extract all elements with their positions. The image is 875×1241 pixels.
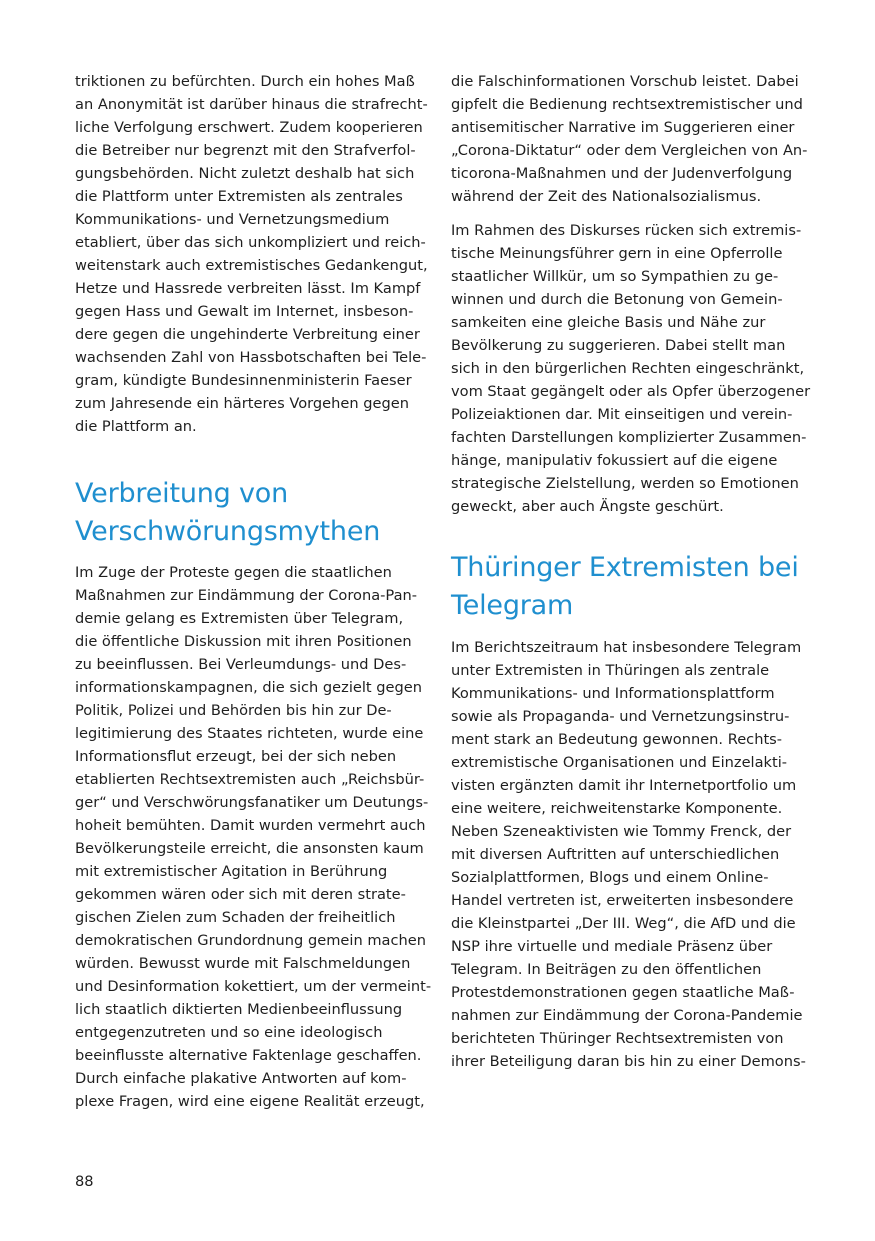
left-paragraph-1 bbox=[75, 70, 427, 438]
text-line: gram, kündigte Bundesinnenministerin Faeser bbox=[75, 372, 412, 389]
text-line: ihrer Beteiligung daran bis hin zu einer Demons- bbox=[451, 1053, 806, 1070]
text-line: etabliert, über das sich unkompliziert und reich- bbox=[75, 234, 426, 251]
text-line: „Corona-Diktatur“ oder dem Vergleichen von An- bbox=[451, 142, 808, 159]
text-line: entgegenzutreten und so eine ideologisch bbox=[75, 1024, 383, 1041]
text-line: demokratischen Grundordnung gemein machen bbox=[75, 932, 426, 949]
text-line: staatlicher Willkür, um so Sympathien zu ge- bbox=[451, 268, 779, 285]
text-line: Thüringer Extremisten bei bbox=[451, 552, 799, 583]
text-line: informationskampagnen, die sich gezielt gegen bbox=[75, 679, 423, 696]
text-line: Bevölkerung zu suggerieren. Dabei stellt man bbox=[451, 337, 786, 354]
text-line: sich in den bürgerlichen Rechten eingeschränkt, bbox=[451, 360, 805, 377]
text-line: zum Jahresende ein härteres Vorgehen gegen bbox=[75, 395, 409, 412]
text-line: nahmen zur Eindämmung der Corona-Pandemie bbox=[451, 1007, 803, 1024]
text-line: triktionen zu befürchten. Durch ein hohes Maß bbox=[75, 73, 415, 90]
text-line: Durch einfache plakative Antworten auf kom- bbox=[75, 1070, 407, 1087]
text-line: gipfelt die Bedienung rechtsextremistischer und bbox=[451, 96, 803, 113]
right-paragraph-2 bbox=[451, 219, 811, 518]
text-line: Telegram. In Beiträgen zu den öffentlichen bbox=[451, 961, 762, 978]
text-line: extremistische Organisationen und Einzelakti- bbox=[451, 754, 788, 771]
text-line: beeinflusste alternative Faktenlage geschaffen. bbox=[75, 1047, 422, 1064]
text-line: und Desinformation kokettiert, um der vermeint- bbox=[75, 978, 432, 995]
text-line: antisemitischer Narrative im Suggerieren einer bbox=[451, 119, 795, 136]
text-line: gekommen wären oder sich mit deren strate- bbox=[75, 886, 406, 903]
text-line: unter Extremisten in Thüringen als zentrale bbox=[451, 662, 770, 679]
text-line: Verschwörungsmythen bbox=[75, 516, 381, 547]
left-column bbox=[75, 70, 432, 1124]
text-line: Neben Szeneaktivisten wie Tommy Frenck, der bbox=[451, 823, 792, 840]
text-line: fachten Darstellungen komplizierter Zusammen- bbox=[451, 429, 807, 446]
text-line: weitenstark auch extremistisches Gedankengut, bbox=[75, 257, 428, 274]
text-line: mit diversen Auftritten auf unterschiedlichen bbox=[451, 846, 780, 863]
text-line: legitimierung des Staates richteten, wurde eine bbox=[75, 725, 424, 742]
text-line: mit extremistischer Agitation in Berührung bbox=[75, 863, 388, 880]
text-line: zu beeinflussen. Bei Verleumdungs- und Des- bbox=[75, 656, 407, 673]
right-paragraph-3 bbox=[451, 636, 806, 1073]
right-column bbox=[451, 70, 811, 1084]
text-line: gegen Hass und Gewalt im Internet, insbeson- bbox=[75, 303, 414, 320]
text-line: vom Staat gegängelt oder als Opfer überzogener bbox=[451, 383, 811, 400]
text-line: Informationsflut erzeugt, bei der sich neben bbox=[75, 748, 397, 765]
text-line: die Betreiber nur begrenzt mit den Strafverfol- bbox=[75, 142, 416, 159]
text-line: Kommunikations- und Vernetzungsmedium bbox=[75, 211, 390, 228]
text-line: Politik, Polizei und Behörden bis hin zur De- bbox=[75, 702, 392, 719]
text-line: visten ergänzten damit ihr Internetportfolio um bbox=[451, 777, 797, 794]
text-line: Maßnahmen zur Eindämmung der Corona-Pan- bbox=[75, 587, 418, 604]
text-line: ger“ und Verschwörungsfanatiker um Deutungs- bbox=[75, 794, 429, 811]
text-line: Im Berichtszeitraum hat insbesondere Telegram bbox=[451, 639, 802, 656]
text-line: Bevölkerungsteile erreicht, die ansonsten kaum bbox=[75, 840, 424, 857]
text-line: hoheit bemühten. Damit wurden vermehrt auch bbox=[75, 817, 426, 834]
text-line: etablierten Rechtsextremisten auch „Reichsbür- bbox=[75, 771, 425, 788]
text-line: ment stark an Bedeutung gewonnen. Rechts- bbox=[451, 731, 783, 748]
text-line: berichteten Thüringer Rechtsextremisten von bbox=[451, 1030, 784, 1047]
heading-thueringer-extremisten bbox=[451, 549, 803, 625]
text-line: Kommunikations- und Informationsplattform bbox=[451, 685, 775, 702]
text-line: wachsenden Zahl von Hassbotschaften bei Tele- bbox=[75, 349, 427, 366]
text-line: die Plattform an. bbox=[75, 418, 197, 435]
text-line: NSP ihre virtuelle und mediale Präsenz über bbox=[451, 938, 773, 955]
text-line: winnen und durch die Betonung von Gemein- bbox=[451, 291, 783, 308]
text-line: Handel vertreten ist, erweiterten insbesondere bbox=[451, 892, 794, 909]
text-line: geweckt, aber auch Ängste geschürt. bbox=[451, 498, 724, 515]
text-line: samkeiten eine gleiche Basis und Nähe zur bbox=[451, 314, 766, 331]
text-line: würden. Bewusst wurde mit Falschmeldungen bbox=[75, 955, 411, 972]
text-line: die Falschinformationen Vorschub leistet. Dabei bbox=[451, 73, 799, 90]
text-line: die Kleinstpartei „Der III. Weg“, die AfD und die bbox=[451, 915, 796, 932]
text-line: die öffentliche Diskussion mit ihren Positionen bbox=[75, 633, 412, 650]
text-line: tische Meinungsführer gern in eine Opferrolle bbox=[451, 245, 783, 262]
text-line: Im Zuge der Proteste gegen die staatlichen bbox=[75, 564, 392, 581]
text-line: lich staatlich diktierten Medienbeeinflussung bbox=[75, 1001, 403, 1018]
text-line: an Anonymität ist darüber hinaus die strafrecht- bbox=[75, 96, 428, 113]
text-line: ticorona-Maßnahmen und der Judenverfolgung bbox=[451, 165, 793, 182]
text-line: Hetze und Hassrede verbreiten lässt. Im Kampf bbox=[75, 280, 421, 297]
right-paragraph-1 bbox=[451, 70, 808, 208]
text-line: demie gelang es Extremisten über Telegram, bbox=[75, 610, 404, 627]
text-line: dere gegen die ungehinderte Verbreitung einer bbox=[75, 326, 420, 343]
text-line: gischen Zielen zum Schaden der freiheitlich bbox=[75, 909, 396, 926]
text-line: Polizeiaktionen dar. Mit einseitigen und verein- bbox=[451, 406, 793, 423]
text-line: hänge, manipulativ fokussiert auf die eigene bbox=[451, 452, 778, 469]
text-line: Im Rahmen des Diskurses rücken sich extremis- bbox=[451, 222, 802, 239]
page-number: 88 bbox=[75, 1173, 94, 1190]
text-line: sowie als Propaganda- und Vernetzungsinstru- bbox=[451, 708, 790, 725]
text-line: Protestdemonstrationen gegen staatliche Maß- bbox=[451, 984, 795, 1001]
text-line: gungsbehörden. Nicht zuletzt deshalb hat sich bbox=[75, 165, 415, 182]
text-line: während der Zeit des Nationalsozialismus. bbox=[451, 188, 762, 205]
text-line: Verbreitung von bbox=[75, 478, 288, 509]
heading-verschwoerungsmythen bbox=[75, 475, 427, 551]
left-paragraph-2 bbox=[75, 561, 432, 1113]
text-line: Sozialplattformen, Blogs und einem Online- bbox=[451, 869, 769, 886]
text-line: liche Verfolgung erschwert. Zudem kooperieren bbox=[75, 119, 423, 136]
text-line: die Plattform unter Extremisten als zentrales bbox=[75, 188, 403, 205]
text-line: strategische Zielstellung, werden so Emotionen bbox=[451, 475, 799, 492]
text-line: eine weitere, reichweitenstarke Komponente. bbox=[451, 800, 783, 817]
text-line: Telegram bbox=[451, 590, 574, 621]
text-line: plexe Fragen, wird eine eigene Realität erzeugt, bbox=[75, 1093, 425, 1110]
